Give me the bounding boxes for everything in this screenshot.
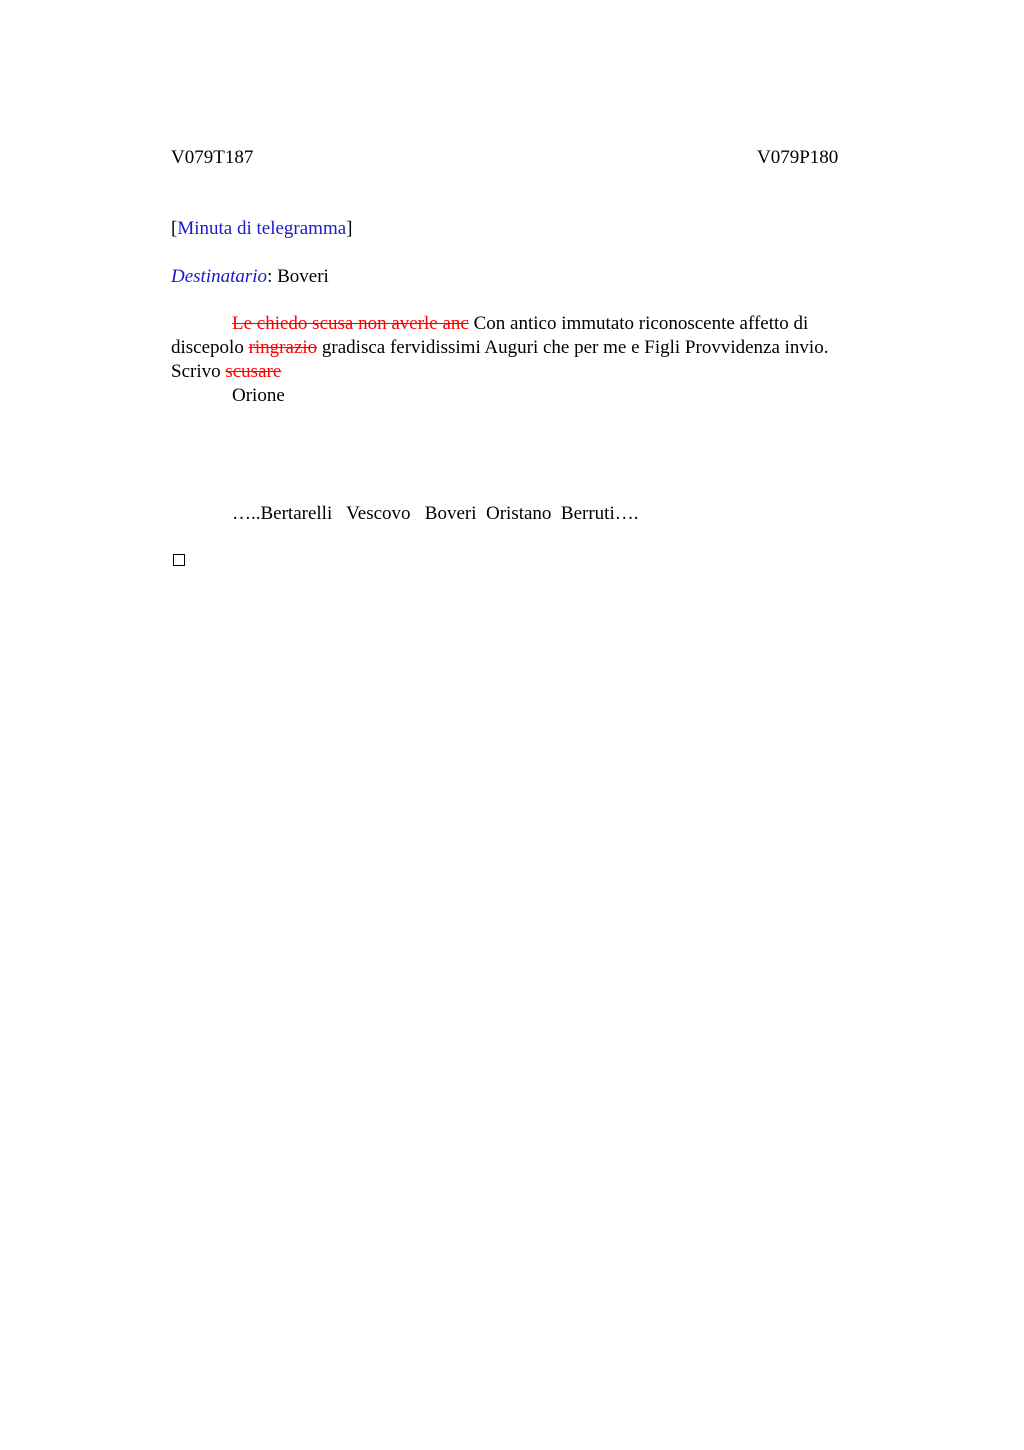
recipient-line [171,265,329,289]
body-text: gradisca fervidissimi Auguri che per me e Figli Provvidenza invio. [317,337,829,358]
recipient-separator: : [267,266,278,287]
recipient-label: Destinatario [171,266,268,287]
empty-square-icon [173,554,185,566]
body-line-2 [171,336,828,360]
recipient-name: Boveri [277,266,329,287]
names-line: …..Bertarelli Vescovo Boveri Oristano Berruti…. [232,503,639,524]
signature: Orione [232,385,285,406]
body-line-1 [232,312,808,336]
document-code-right: V079P180 [757,147,839,168]
body-text: discepolo [171,337,249,358]
document-type-label: Minuta di telegramma [177,218,347,239]
document-type-line [171,217,353,241]
bracket-close: ] [346,218,353,239]
body-line-3 [171,360,281,384]
bracket-open: [ [171,218,178,239]
deleted-text: scusare [225,361,282,382]
document-code-left: V079T187 [171,147,254,168]
deleted-text: ringrazio [248,337,318,358]
body-text: Scrivo [171,361,226,382]
deleted-text: Le chiedo scusa non averle anc [232,313,469,334]
body-text: Con antico immutato riconoscente affetto di [468,313,809,334]
